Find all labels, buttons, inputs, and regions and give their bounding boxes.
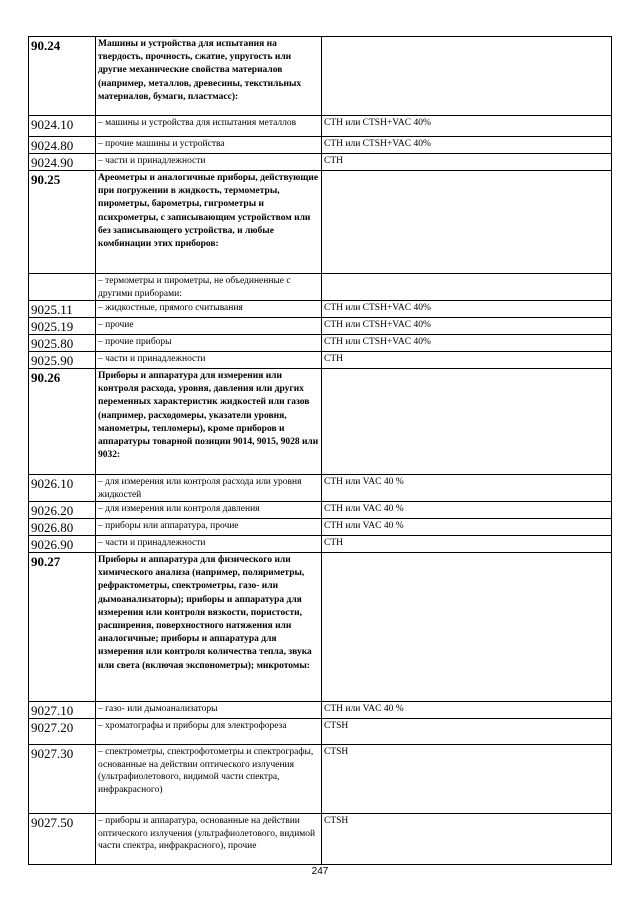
table-row [29, 301, 612, 318]
condition-text: СТН [324, 538, 343, 548]
description-text: – жидкостные, прямого считывания [98, 303, 243, 313]
cell-description [96, 154, 322, 171]
condition-text: СТН или VAC 40 % [324, 521, 404, 531]
cell-condition [322, 116, 612, 137]
description-text: – хроматографы и приборы для электрофореза [98, 721, 287, 731]
table-row [29, 154, 612, 171]
cell-condition [322, 274, 612, 301]
description-text: Ареометры и аналогичные приборы, действующие при погружении в жидкость, термометры, пирометры, барометры, гигрометры и психрометры, с записывающим устройством или без записывающего устройства, и любые комбинации этих приборов: [98, 173, 319, 250]
table-row [29, 553, 612, 702]
code-text: 9025.19 [31, 319, 74, 334]
cell-code [29, 171, 96, 274]
cell-code [29, 502, 96, 519]
table-row [29, 502, 612, 519]
cell-code [29, 274, 96, 301]
cell-condition [322, 519, 612, 536]
cell-code [29, 352, 96, 369]
table-row [29, 335, 612, 352]
code-text: 9026.20 [31, 503, 74, 518]
cell-condition [322, 154, 612, 171]
condition-text: CTSH [324, 721, 349, 731]
cell-code [29, 335, 96, 352]
code-text: 9027.30 [31, 746, 74, 761]
condition-text: СТН [324, 156, 343, 166]
condition-text: СТН или CTSH+VAC 40% [324, 320, 431, 330]
page-number: 247 [311, 866, 329, 877]
condition-text: CTSH [324, 816, 349, 826]
cell-code [29, 745, 96, 814]
code-text: 9026.10 [31, 476, 74, 491]
table-row [29, 745, 612, 814]
cell-condition [322, 702, 612, 719]
cell-condition [322, 814, 612, 865]
description-text: – прочие машины и устройства [98, 139, 225, 149]
table-row [29, 702, 612, 719]
cell-code [29, 369, 96, 475]
description-text: Машины и устройства для испытания на твердость, прочность, сжатие, упругость или другие механические свойства материалов (например, металлов, древесины, текстильных материалов, бумаги, пластмасс): [98, 39, 302, 102]
description-text: – газо- или дымоанализаторы [98, 704, 218, 714]
condition-text: СТН или CTSH+VAC 40% [324, 337, 431, 347]
cell-description [96, 502, 322, 519]
cell-code [29, 116, 96, 137]
cell-condition [322, 719, 612, 745]
cell-code [29, 702, 96, 719]
description-text: – спектрометры, спектрофотометры и спектрографы, основанные на действии оптического излучения (ультрафиолетового, видимой части спектра, инфракрасного) [98, 747, 314, 795]
cell-condition [322, 37, 612, 116]
code-text: 9024.10 [31, 117, 74, 132]
description-text: – приборы или аппаратура, прочие [98, 521, 239, 531]
table-row [29, 719, 612, 745]
table-row [29, 475, 612, 502]
cell-description [96, 553, 322, 702]
code-text: 9027.50 [31, 815, 74, 830]
cell-description [96, 719, 322, 745]
table-row [29, 116, 612, 137]
table-row [29, 814, 612, 865]
cell-condition [322, 301, 612, 318]
cell-description [96, 318, 322, 335]
cell-condition [322, 475, 612, 502]
cell-code [29, 536, 96, 553]
cell-condition [322, 352, 612, 369]
table-row [29, 519, 612, 536]
cell-description [96, 519, 322, 536]
cell-description [96, 369, 322, 475]
description-text: – части и принадлежности [98, 156, 206, 166]
code-text: 9027.10 [31, 703, 74, 718]
condition-text: СТН или CTSH+VAC 40% [324, 139, 431, 149]
code-text: 90.25 [31, 172, 61, 187]
condition-text: СТН или VAC 40 % [324, 704, 404, 714]
cell-description [96, 37, 322, 116]
cell-description [96, 536, 322, 553]
cell-description [96, 745, 322, 814]
code-text: 9026.80 [31, 520, 74, 535]
code-text: 9025.90 [31, 353, 74, 368]
cell-description [96, 301, 322, 318]
condition-text: СТН или CTSH+VAC 40% [324, 303, 431, 313]
tariff-table-body [29, 37, 612, 865]
cell-code [29, 37, 96, 116]
cell-code [29, 318, 96, 335]
cell-code [29, 719, 96, 745]
cell-condition [322, 745, 612, 814]
table-row [29, 352, 612, 369]
condition-text: СТН или CTSH+VAC 40% [324, 118, 431, 128]
cell-description [96, 475, 322, 502]
cell-description [96, 116, 322, 137]
description-text: – термометры и пирометры, не объединенные с другими приборами: [98, 276, 291, 299]
description-text: – машины и устройства для испытания металлов [98, 118, 297, 128]
code-text: 90.24 [31, 38, 61, 53]
cell-description [96, 702, 322, 719]
cell-condition [322, 335, 612, 352]
cell-description [96, 171, 322, 274]
code-text: 90.26 [31, 370, 61, 385]
cell-description [96, 814, 322, 865]
cell-condition [322, 137, 612, 154]
condition-text: СТН [324, 354, 343, 364]
cell-code [29, 137, 96, 154]
cell-description [96, 352, 322, 369]
cell-condition [322, 536, 612, 553]
cell-code [29, 154, 96, 171]
code-text: 9025.11 [31, 302, 73, 317]
description-text: – части и принадлежности [98, 354, 206, 364]
code-text: 9025.80 [31, 336, 74, 351]
cell-description [96, 274, 322, 301]
cell-description [96, 335, 322, 352]
cell-condition [322, 171, 612, 274]
cell-code [29, 553, 96, 702]
condition-text: CTSH [324, 747, 349, 757]
description-text: Приборы и аппаратура для измерения или контроля расхода, уровня, давления или других переменных характеристик жидкостей или газов (например, расходомеры, указатели уровня, манометры, тепломеры), кроме приборов и аппаратуры товарной позиции 9014, 9015, 9028 или 9032: [98, 371, 319, 461]
description-text: – прочие [98, 320, 134, 330]
description-text: – приборы и аппаратура, основанные на действии оптического излучения (ультрафиолетового, видимой части спектра, инфракрасного), прочие [98, 816, 316, 851]
description-text: – части и принадлежности [98, 538, 206, 548]
table-row [29, 536, 612, 553]
cell-code [29, 301, 96, 318]
cell-condition [322, 318, 612, 335]
table-row [29, 274, 612, 301]
code-text: 9024.90 [31, 155, 74, 170]
description-text: – для измерения или контроля расхода или уровня жидкостей [98, 477, 302, 500]
cell-code [29, 475, 96, 502]
table-row [29, 369, 612, 475]
cell-condition [322, 369, 612, 475]
description-text: – прочие приборы [98, 337, 172, 347]
code-text: 9026.90 [31, 537, 74, 552]
table-row [29, 37, 612, 116]
table-row [29, 171, 612, 274]
cell-condition [322, 553, 612, 702]
condition-text: СТН или VAC 40 % [324, 477, 404, 487]
cell-code [29, 519, 96, 536]
code-text: 9024.80 [31, 138, 74, 153]
description-text: Приборы и аппаратура для физического или химического анализа (например, поляриметры, рефрактометры, спектрометры, газо- или дымоанализаторы); приборы и аппаратура для измерения или контроля вязкости, пористости, расширения, поверхностного натяжения или аналогичные; приборы и аппаратура для измерения или контроля количества тепла, звука или света (включая экспонометры); микротомы: [98, 555, 312, 671]
table-row [29, 137, 612, 154]
condition-text: СТН или VAC 40 % [324, 504, 404, 514]
description-text: – для измерения или контроля давления [98, 504, 260, 514]
cell-description [96, 137, 322, 154]
code-text: 9027.20 [31, 720, 74, 735]
tariff-table [28, 36, 612, 865]
code-text: 90.27 [31, 554, 61, 569]
table-row [29, 318, 612, 335]
cell-condition [322, 502, 612, 519]
cell-code [29, 814, 96, 865]
